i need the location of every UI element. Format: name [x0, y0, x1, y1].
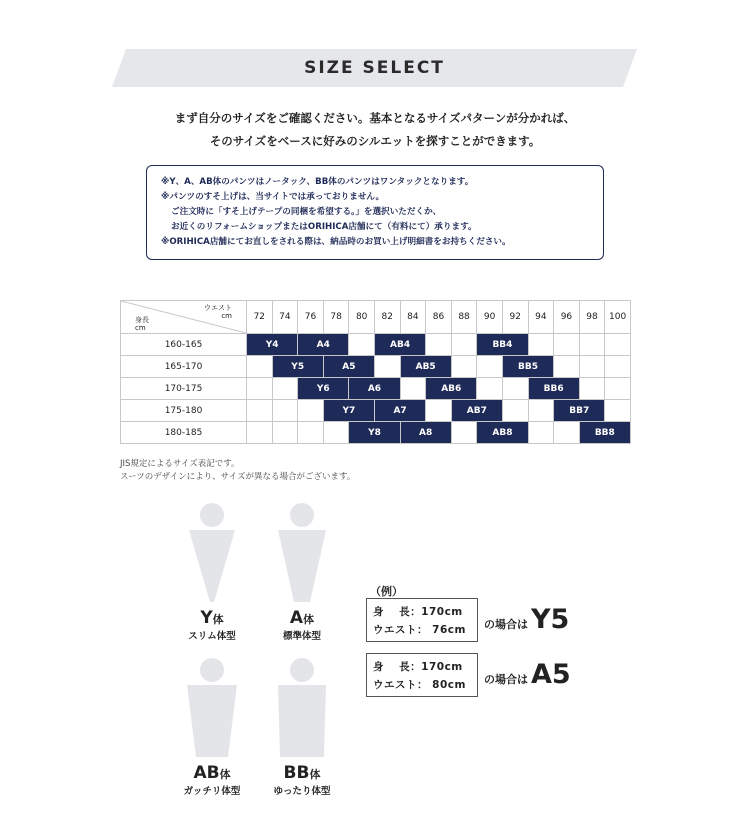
size-pattern-cell: A4 — [298, 334, 349, 356]
waist-header: 82 — [374, 301, 400, 334]
empty-cell — [272, 378, 298, 400]
empty-cell — [605, 334, 631, 356]
empty-cell — [554, 334, 580, 356]
empty-cell — [426, 400, 452, 422]
note-line: お近くのリフォームショップまたはORIHICA店舗にて（有料にて）承ります。 — [171, 222, 477, 232]
empty-cell — [554, 356, 580, 378]
empty-cell — [477, 378, 503, 400]
empty-cell — [605, 400, 631, 422]
empty-cell — [272, 422, 298, 444]
size-pattern-cell: BB5 — [502, 356, 553, 378]
notes-box — [146, 165, 604, 260]
body-type-desc: スリム体型 — [188, 631, 236, 642]
note-line: ※パンツのすそ上げは、当サイトでは承っておりません。 — [161, 192, 385, 202]
note-line: ※Y、A、AB体のパンツはノータック、BB体のパンツはワンタックとなります。 — [161, 177, 474, 187]
size-pattern-cell: A7 — [374, 400, 425, 422]
empty-cell — [451, 334, 477, 356]
body-figure-y — [182, 502, 242, 602]
body-figure-ab — [182, 657, 242, 757]
table-row — [121, 356, 631, 378]
empty-cell — [247, 378, 273, 400]
size-pattern-cell: AB7 — [451, 400, 502, 422]
empty-cell — [579, 378, 605, 400]
example-box — [366, 653, 478, 697]
size-pattern-cell: Y4 — [247, 334, 298, 356]
empty-cell — [400, 378, 426, 400]
waist-header: 76 — [298, 301, 324, 334]
waist-header: 98 — [579, 301, 605, 334]
empty-cell — [502, 378, 528, 400]
waist-header: 88 — [451, 301, 477, 334]
table-row — [121, 334, 631, 356]
empty-cell — [579, 356, 605, 378]
intro-line-2: そのサイズをベースに好みのシルエットを探すことができます。 — [209, 134, 541, 148]
waist-header: 100 — [605, 301, 631, 334]
body-figure-bb — [272, 657, 332, 757]
empty-cell — [272, 400, 298, 422]
note-line: ※ORIHICA店舗にてお直しをされる際は、納品時のお買い上げ明細書をお持ちください。 — [161, 237, 511, 247]
example-height: 身 長：170cm — [373, 661, 463, 673]
height-label: 180-185 — [121, 422, 247, 444]
size-pattern-cell: Y8 — [349, 422, 400, 444]
waist-header: 84 — [400, 301, 426, 334]
size-pattern-cell: A8 — [400, 422, 451, 444]
example-waist: ウエスト： 80cm — [373, 679, 466, 691]
waist-header: 80 — [349, 301, 375, 334]
empty-cell — [349, 334, 375, 356]
size-pattern-cell: AB5 — [400, 356, 451, 378]
empty-cell — [528, 400, 554, 422]
table-row — [121, 378, 631, 400]
example-waist: ウエスト： 76cm — [373, 624, 466, 636]
standard-figure-icon — [272, 502, 332, 602]
height-label: 165-170 — [121, 356, 247, 378]
size-pattern-cell: AB8 — [477, 422, 528, 444]
size-pattern-cell: BB7 — [554, 400, 605, 422]
note-line: ご注文時に「すそ上げテープの同梱を希望する。」を選択いただくか、 — [171, 207, 442, 217]
empty-cell — [298, 400, 324, 422]
body-type-desc: ゆったり体型 — [273, 786, 331, 797]
example-label: （例） — [370, 585, 403, 598]
height-label: 170-175 — [121, 378, 247, 400]
example-result: の場合は A5 — [484, 659, 571, 690]
table-row — [121, 400, 631, 422]
footnote: スーツのデザインにより、サイズが異なる場合がございます。 — [120, 472, 356, 482]
empty-cell — [477, 356, 503, 378]
empty-cell — [554, 422, 580, 444]
waist-header: 92 — [502, 301, 528, 334]
empty-cell — [323, 422, 349, 444]
example-box — [366, 598, 478, 642]
footnote: JIS規定によるサイズ表記です。 — [120, 459, 240, 469]
page-title: SIZE SELECT — [304, 58, 445, 78]
table-corner — [121, 301, 247, 334]
size-table-header — [121, 301, 631, 334]
waist-header: 90 — [477, 301, 503, 334]
relaxed-figure-icon — [272, 657, 332, 757]
body-type-name: Y体 — [200, 608, 224, 628]
size-pattern-cell: Y5 — [272, 356, 323, 378]
empty-cell — [247, 400, 273, 422]
sturdy-figure-icon — [182, 657, 242, 757]
waist-header: 94 — [528, 301, 554, 334]
empty-cell — [605, 378, 631, 400]
empty-cell — [247, 422, 273, 444]
size-pattern-cell: AB6 — [426, 378, 477, 400]
waist-axis-label: ウエスト cm — [204, 304, 232, 320]
empty-cell — [502, 400, 528, 422]
empty-cell — [528, 422, 554, 444]
empty-cell — [374, 356, 400, 378]
example-result: の場合は Y5 — [484, 604, 570, 635]
empty-cell — [528, 334, 554, 356]
waist-header: 78 — [323, 301, 349, 334]
size-pattern-cell: Y7 — [323, 400, 374, 422]
empty-cell — [426, 334, 452, 356]
waist-header: 86 — [426, 301, 452, 334]
slim-figure-icon — [182, 502, 242, 602]
empty-cell — [579, 334, 605, 356]
height-label: 160-165 — [121, 334, 247, 356]
table-row — [121, 422, 631, 444]
title-banner — [112, 49, 637, 87]
waist-header: 72 — [247, 301, 273, 334]
body-type-desc: 標準体型 — [282, 631, 321, 642]
empty-cell — [298, 422, 324, 444]
intro-line-1: まず自分のサイズをご確認ください。基本となるサイズパターンが分かれば、 — [174, 111, 576, 125]
waist-header: 96 — [554, 301, 580, 334]
waist-header: 74 — [272, 301, 298, 334]
height-label: 175-180 — [121, 400, 247, 422]
empty-cell — [247, 356, 273, 378]
empty-cell — [451, 422, 477, 444]
body-type-name: BB体 — [283, 763, 321, 783]
empty-cell — [605, 356, 631, 378]
size-pattern-cell: A6 — [349, 378, 400, 400]
size-pattern-cell: BB4 — [477, 334, 528, 356]
height-axis-label: 身長 cm — [135, 316, 149, 332]
size-pattern-cell: A5 — [323, 356, 374, 378]
size-table — [120, 300, 631, 444]
size-pattern-cell: AB4 — [374, 334, 425, 356]
body-type-name: A体 — [289, 608, 315, 628]
body-type-desc: ガッチリ体型 — [183, 786, 241, 797]
size-pattern-cell: BB8 — [579, 422, 630, 444]
empty-cell — [451, 356, 477, 378]
size-pattern-cell: BB6 — [528, 378, 579, 400]
body-type-name: AB体 — [193, 763, 231, 783]
example-height: 身 長：170cm — [373, 606, 463, 618]
body-figure-a — [272, 502, 332, 602]
size-pattern-cell: Y6 — [298, 378, 349, 400]
